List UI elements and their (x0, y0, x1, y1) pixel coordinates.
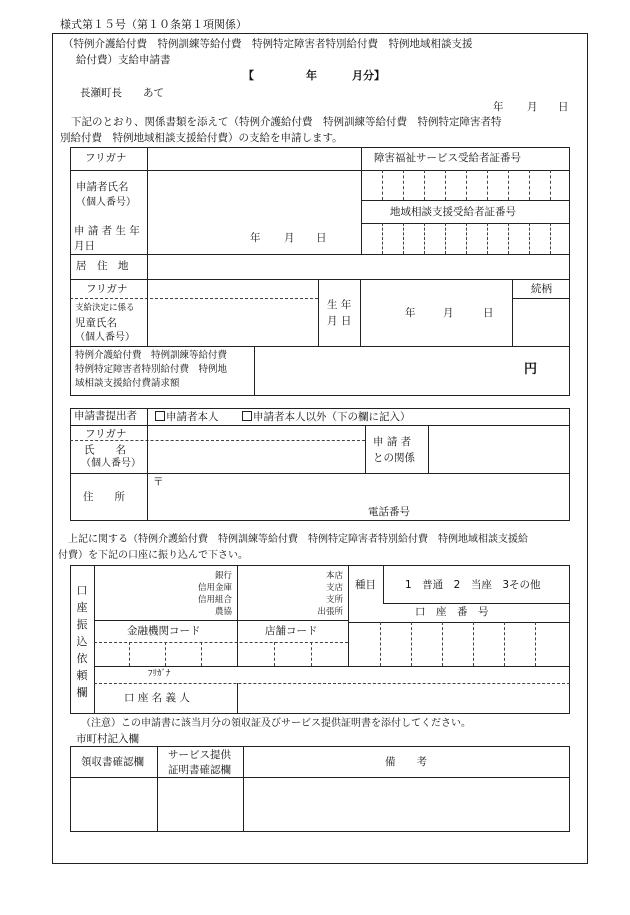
side-char: 頼 (76, 669, 88, 682)
regional-cert-label: 地域相談支援受給者証番号 (390, 206, 516, 218)
submitter-address-label: 住 所 (83, 491, 125, 503)
submitter-mynumber-label: （個人番号） (81, 458, 141, 469)
submitter-name-label: 氏 名 (84, 444, 126, 456)
child-name-label-2: 児童氏名 (75, 317, 117, 329)
bank-type: 農協 (214, 607, 232, 617)
attachment-note: （注意）この申請書に該当月分の領収証及びサービス提供証明書を添付してください。 (81, 718, 471, 729)
branch-type-list (290, 570, 343, 618)
submitter-option-other[interactable] (242, 411, 411, 423)
date-year: 年 (493, 101, 504, 113)
bank-side-label (76, 582, 88, 701)
account-number-label: 口 座 番 号 (415, 606, 489, 618)
institution-code-label: 金融機関コード (127, 625, 201, 637)
branch-type: 出張所 (317, 607, 343, 617)
addressee: 長瀬町長 あて (80, 87, 164, 99)
side-char: 込 (76, 635, 88, 648)
applicant-birth-label-1: 申 請 者 生 年 (74, 225, 140, 237)
child-birth-month: 月 (443, 307, 454, 319)
side-char: 座 (76, 601, 88, 614)
period-open: 【 (243, 69, 254, 82)
service-check-label-2: 証明書確認欄 (168, 764, 231, 776)
claim-label-2: 特例特定障害者特別給付費 特例地 (75, 364, 228, 375)
side-char: 依 (76, 652, 88, 665)
option-self-label: 申請者本人 (166, 411, 219, 423)
checkbox-self[interactable] (155, 411, 165, 421)
transfer-line1: 上記に関する（特例介護給付費 特例訓練等給付費 特例特定障害者特別給付費 特例地域相談支援給 (68, 534, 528, 545)
applicant-birth-month: 月 (284, 232, 295, 244)
submitter-relation-label-1: 申 請 者 (373, 436, 412, 448)
applicant-birth-day: 日 (316, 232, 327, 244)
side-char: 振 (76, 618, 88, 631)
submitter-option-self[interactable] (155, 411, 219, 423)
service-check-label-1: サービス提供 (168, 749, 231, 761)
form-title-line1: （特例介護給付費 特例訓練等給付費 特例特定障害者特別給付費 特例地域相談支援 (63, 38, 473, 50)
submitter-label: 申請書提出者 (74, 410, 137, 422)
bank-type: 信用組合 (197, 595, 232, 605)
applicant-birth-year: 年 (250, 232, 261, 244)
municipal-table (70, 746, 570, 832)
phone-label: 電話番号 (368, 506, 410, 518)
intro-line2: 別給付費 特例地域相談支援給付費）の支給を申請します。 (60, 132, 343, 144)
claim-label-1: 特例介護給付費 特例訓練等給付費 (75, 350, 228, 361)
holder-furigana-label: ﾌﾘｶﾞﾅ (148, 669, 171, 679)
side-char: 欄 (76, 686, 88, 699)
option-other-label: 申請者本人以外（下の欄に記入） (253, 411, 411, 423)
submitter-furigana-label: フリガナ (85, 428, 127, 440)
side-char: 口 (76, 584, 88, 597)
bank-type: 信用金庫 (197, 583, 232, 593)
child-name-label-3: （個人番号） (75, 332, 135, 343)
municipal-title: 市町村記入欄 (76, 733, 139, 745)
account-kind-options: 1 普通 2 当座 3その他 (405, 579, 541, 591)
applicant-address-label: 居 住 地 (76, 260, 129, 272)
claim-label-3: 域相談支援給付費請求額 (75, 378, 180, 389)
period-month: 月分】 (352, 69, 385, 82)
relation-label: 続柄 (531, 283, 552, 295)
child-birth-label-1: 生 年 (327, 299, 352, 311)
date-day: 日 (558, 101, 569, 113)
form-number: 様式第１５号（第１０条第１項関係） (60, 18, 247, 31)
holder-label: 口 座 名 義 人 (124, 692, 190, 704)
child-name-label-1: 支給決定に係る (75, 303, 135, 313)
submitter-relation-label-2: との関係 (373, 452, 415, 464)
bank-type-list (170, 570, 232, 618)
bank-type: 銀行 (214, 571, 232, 581)
claim-yen: 円 (524, 362, 538, 377)
applicant-mynumber-label: （個人番号） (76, 197, 136, 208)
period-year: 年 (306, 69, 317, 82)
transfer-line2: 付費）を下記の口座に振り込んで下さい。 (58, 550, 248, 561)
intro-line1: 下記のとおり、関係書類を添えて（特例介護給付費 特例訓練等給付費 特例特定障害者特 (71, 116, 502, 128)
applicant-birth-label-2: 月日 (74, 240, 95, 252)
branch-code-label: 店舗コード (265, 625, 318, 637)
applicant-furigana-label: フリガナ (85, 152, 127, 164)
branch-type: 本店 (325, 571, 343, 581)
form-title-line2: 給付費）支給申請書 (76, 54, 171, 66)
remarks-label: 備 考 (385, 756, 427, 768)
postal-mark: 〒 (153, 476, 164, 488)
child-birth-day: 日 (483, 307, 494, 319)
branch-type: 支所 (325, 595, 343, 605)
applicant-name-label: 申請者氏名 (76, 181, 129, 193)
child-furigana-label: フリガナ (86, 283, 128, 295)
account-kind-label: 種目 (355, 579, 376, 591)
branch-type: 支店 (325, 583, 343, 593)
welfare-cert-label: 障害福祉サービス受給者証番号 (374, 152, 521, 164)
checkbox-other[interactable] (242, 411, 252, 421)
date-month: 月 (527, 101, 538, 113)
child-birth-year: 年 (405, 307, 416, 319)
child-birth-label-2: 月 日 (327, 315, 352, 327)
receipt-check-label: 領収書確認欄 (81, 756, 144, 768)
